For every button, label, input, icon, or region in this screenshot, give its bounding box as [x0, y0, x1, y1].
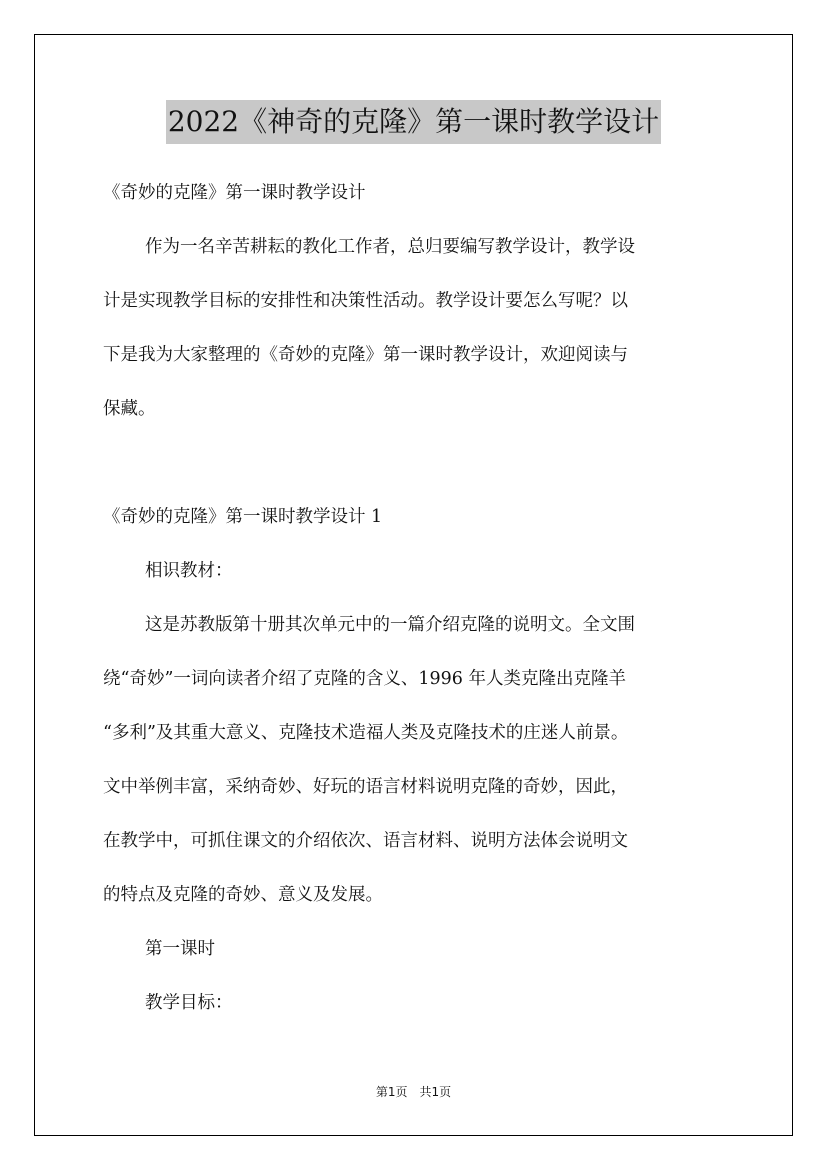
subtitle-line: 《奇妙的克隆》第一课时教学设计 — [103, 183, 366, 203]
textbook-label: 相识教材： — [145, 561, 233, 581]
intro-paragraph-line-1: 作为一名辛苦耕耘的教化工作者，总归要编写教学设计，教学设 — [145, 237, 635, 257]
objectives-label: 教学目标： — [145, 993, 233, 1013]
textbook-paragraph-line-2: 绕“奇妙”一词向读者介绍了克隆的含义、1996 年人类克隆出克隆羊 — [103, 669, 626, 689]
page-number: 第1页 共1页 — [375, 1085, 452, 1099]
intro-paragraph-line-2: 计是实现教学目标的安排性和决策性活动。教学设计要怎么写呢？以 — [103, 291, 628, 311]
textbook-paragraph-line-5: 在教学中，可抓住课文的介绍依次、语言材料、说明方法体会说明文 — [103, 831, 628, 851]
intro-paragraph-line-4: 保藏。 — [103, 399, 156, 419]
document-title-text: 2022《神奇的克隆》第一课时教学设计 — [166, 100, 661, 144]
document-body — [103, 166, 727, 1030]
intro-paragraph-line-3: 下是我为大家整理的《奇妙的克隆》第一课时教学设计，欢迎阅读与 — [103, 345, 628, 365]
textbook-paragraph-line-1: 这是苏教版第十册其次单元中的一篇介绍克隆的说明文。全文围 — [145, 615, 635, 635]
section-heading: 《奇妙的克隆》第一课时教学设计 1 — [103, 507, 383, 527]
lesson-heading: 第一课时 — [145, 939, 215, 959]
textbook-paragraph-line-3: “多利”及其重大意义、克隆技术造福人类及克隆技术的庄迷人前景。 — [103, 723, 629, 743]
page-footer — [0, 1083, 827, 1101]
textbook-paragraph-line-4: 文中举例丰富，采纳奇妙、好玩的语言材料说明克隆的奇妙，因此， — [103, 777, 628, 797]
document-title — [0, 100, 827, 144]
textbook-paragraph-line-6: 的特点及克隆的奇妙、意义及发展。 — [103, 885, 383, 905]
blank-line — [103, 436, 727, 490]
